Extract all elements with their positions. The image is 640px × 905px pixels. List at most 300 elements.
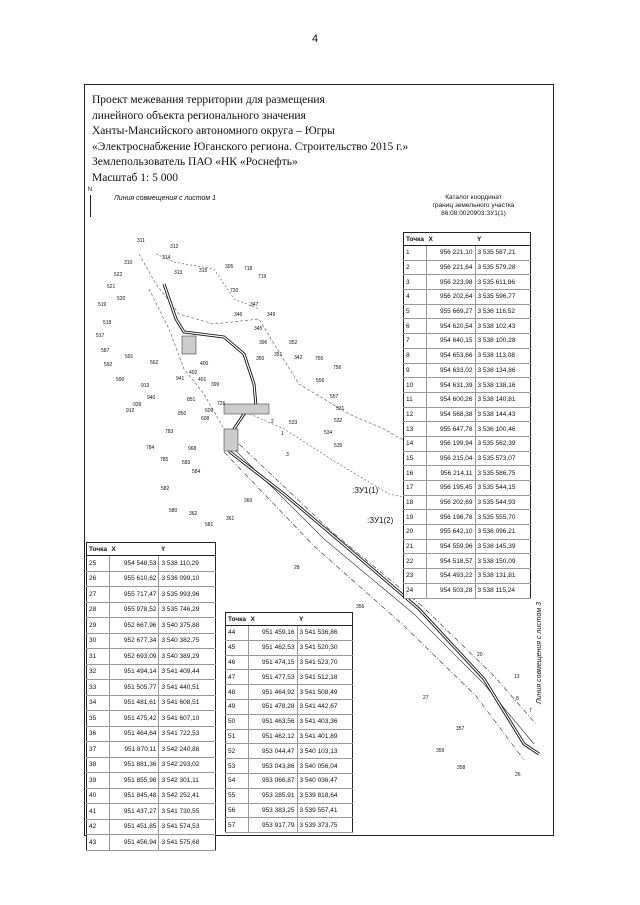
- y-coordinate-cell: 3 536 100,46: [475, 422, 531, 437]
- table-row: [404, 422, 531, 437]
- y-coordinate-cell: 3 538 102,43: [475, 319, 531, 334]
- table-row: [404, 304, 531, 319]
- plan-point-label: 345: [254, 326, 263, 332]
- plan-point-label: 583: [182, 460, 191, 466]
- point-number-cell: 13: [404, 422, 427, 437]
- plan-point-label: 3: [286, 452, 289, 458]
- point-number-cell: 44: [226, 626, 249, 641]
- point-number-cell: 23: [404, 569, 427, 584]
- x-coordinate-cell: 951 494,14: [110, 664, 159, 680]
- y-coordinate-cell: 3 538 115,24: [475, 583, 531, 598]
- table-row: [226, 788, 353, 803]
- point-number-cell: 10: [404, 378, 427, 393]
- point-number-cell: 12: [404, 407, 427, 422]
- table-row: [404, 466, 531, 481]
- y-coordinate-cell: 3 538 100,28: [475, 334, 531, 349]
- plan-point-label: 361: [226, 516, 235, 522]
- x-coordinate-cell: 951 456,94: [110, 835, 159, 851]
- y-coordinate-cell: 3 535 544,93: [475, 495, 531, 510]
- table-row: [226, 818, 353, 833]
- plan-point-label: 2: [271, 419, 274, 425]
- point-number-cell: 31: [87, 649, 110, 665]
- plan-point-label: 305: [225, 264, 234, 270]
- plan-point-label: 518: [103, 320, 112, 326]
- plan-point-label: 402: [189, 370, 198, 376]
- x-coordinate-cell: 954 631,39: [427, 378, 476, 393]
- plan-point-label: 726: [217, 401, 226, 407]
- north-label: N: [87, 187, 93, 193]
- x-coordinate-cell: 956 196,78: [427, 510, 476, 525]
- x-coordinate-cell: 951 459,16: [249, 626, 298, 641]
- x-coordinate-cell: 953 043,86: [249, 759, 298, 774]
- x-coordinate-cell: 951 463,56: [249, 714, 298, 729]
- title-line: Ханты-Мансийского автономного округа – Югры: [92, 125, 335, 138]
- plan-point-label: 351: [274, 352, 283, 358]
- y-coordinate-cell: 3 538 150,09: [475, 554, 531, 569]
- x-coordinate-cell: 951 464,92: [249, 685, 298, 700]
- table-row: [87, 726, 216, 742]
- point-number-cell: 32: [87, 664, 110, 680]
- y-coordinate-cell: 3 540 103,13: [297, 744, 353, 759]
- x-coordinate-cell: 951 855,98: [110, 773, 159, 789]
- plan-point-label: 522: [114, 272, 123, 278]
- plan-point-label: 584: [192, 469, 201, 475]
- y-coordinate-cell: 3 541 409,44: [159, 664, 216, 680]
- plan-point-label: 535: [334, 443, 343, 449]
- y-coordinate-cell: 3 540 056,04: [297, 759, 353, 774]
- point-number-cell: 17: [404, 481, 427, 496]
- point-number-cell: 55: [226, 788, 249, 803]
- title-line: Проект межевания территории для размещения: [92, 94, 325, 106]
- y-coordinate-cell: 3 535 579,28: [475, 260, 531, 275]
- plan-point-label: 347: [250, 302, 259, 308]
- plan-point-label: 517: [96, 333, 105, 339]
- y-coordinate-cell: 3 541 536,86: [297, 626, 353, 641]
- plan-point-label: 359: [436, 748, 445, 754]
- plan-point-label: 719: [258, 274, 267, 280]
- point-number-cell: 24: [404, 583, 427, 598]
- table-row: [404, 363, 531, 378]
- x-coordinate-cell: 952 693,09: [110, 649, 159, 665]
- plan-point-label: 27: [423, 695, 429, 701]
- title-line: Землепользователь ПАО «НК «Роснефть»: [92, 156, 298, 169]
- point-number-cell: 18: [404, 495, 427, 510]
- plan-point-label: 556: [316, 378, 325, 384]
- table-row: [87, 556, 216, 572]
- table-row: [87, 664, 216, 680]
- point-number-cell: 38: [87, 757, 110, 773]
- plan-point-label: 312: [170, 244, 179, 250]
- plan-point-label: 534: [324, 430, 333, 436]
- table-row: [404, 495, 531, 510]
- point-number-cell: 1: [404, 246, 427, 261]
- y-coordinate-cell: 3 538 140,81: [475, 392, 531, 407]
- y-coordinate-cell: 3 535 746,29: [159, 602, 216, 618]
- point-number-cell: 27: [87, 587, 110, 603]
- x-coordinate-cell: 954 503,28: [427, 583, 476, 598]
- y-coordinate-cell: 3 535 611,86: [475, 275, 531, 290]
- x-coordinate-cell: 951 478,28: [249, 699, 298, 714]
- y-coordinate-cell: 3 536 096,21: [475, 525, 531, 540]
- table-row: [87, 680, 216, 696]
- y-coordinate-cell: 3 536 116,52: [475, 304, 531, 319]
- point-number-cell: 3: [404, 275, 427, 290]
- table-row: [226, 699, 353, 714]
- y-coordinate-cell: 3 535 562,39: [475, 436, 531, 451]
- col-point: Точка: [226, 613, 249, 626]
- plan-point-label: 313: [174, 270, 183, 276]
- x-coordinate-cell: 951 481,61: [110, 695, 159, 711]
- plan-point-label: 28: [294, 565, 300, 571]
- table-row: [87, 602, 216, 618]
- x-coordinate-cell: 956 202,64: [427, 290, 476, 305]
- x-coordinate-cell: 951 477,53: [249, 670, 298, 685]
- catalog-header-line: 86:08:0020903:ЗУ1(1): [441, 210, 506, 217]
- y-coordinate-cell: 3 541 401,89: [297, 729, 353, 744]
- y-coordinate-cell: 3 541 508,49: [297, 685, 353, 700]
- plan-point-label: 7: [529, 708, 532, 714]
- point-number-cell: 56: [226, 803, 249, 818]
- y-coordinate-cell: 3 539 373,75: [297, 818, 353, 833]
- plan-point-label: 356: [356, 604, 365, 610]
- y-coordinate-cell: 3 540 382,75: [159, 633, 216, 649]
- x-coordinate-cell: 951 505,77: [110, 680, 159, 696]
- point-number-cell: 21: [404, 539, 427, 554]
- col-y: Y: [159, 543, 216, 556]
- col-y: Y: [297, 613, 353, 626]
- point-number-cell: 2: [404, 260, 427, 275]
- plan-point-label: 314: [162, 255, 171, 261]
- plan-point-label: 592: [104, 362, 113, 368]
- table-row: [226, 714, 353, 729]
- x-coordinate-cell: 953 044,47: [249, 744, 298, 759]
- x-coordinate-cell: 956 199,94: [427, 436, 476, 451]
- point-number-cell: 14: [404, 436, 427, 451]
- y-coordinate-cell: 3 539 557,41: [297, 803, 353, 818]
- x-coordinate-cell: 954 633,02: [427, 363, 476, 378]
- point-number-cell: 52: [226, 744, 249, 759]
- table-row: [404, 290, 531, 305]
- y-coordinate-cell: 3 541 608,51: [159, 695, 216, 711]
- catalog-header-line: границ земельного участка: [432, 202, 515, 209]
- route-label-zu1-1: :ЗУ1(1): [352, 486, 379, 495]
- y-coordinate-cell: 3 538 145,39: [475, 539, 531, 554]
- point-number-cell: 57: [226, 818, 249, 833]
- point-number-cell: 43: [87, 835, 110, 851]
- x-coordinate-cell: 951 462,53: [249, 640, 298, 655]
- x-coordinate-cell: 955 978,52: [110, 602, 159, 618]
- x-coordinate-cell: 955 717,47: [110, 587, 159, 603]
- point-number-cell: 16: [404, 466, 427, 481]
- y-coordinate-cell: 3 542 301,11: [159, 773, 216, 789]
- table-row: [226, 744, 353, 759]
- point-number-cell: 48: [226, 685, 249, 700]
- x-coordinate-cell: 954 600,26: [427, 392, 476, 407]
- plan-point-label: 850: [178, 411, 187, 417]
- plan-point-label: 582: [161, 486, 170, 492]
- x-coordinate-cell: 954 568,38: [427, 407, 476, 422]
- point-number-cell: 50: [226, 714, 249, 729]
- x-coordinate-cell: 953 285,91: [249, 788, 298, 803]
- plan-point-label: 13: [514, 674, 520, 680]
- route-label-zu1-2: :ЗУ1(2): [367, 516, 394, 525]
- y-coordinate-cell: 3 541 722,53: [159, 726, 216, 742]
- table-row: [226, 670, 353, 685]
- y-coordinate-cell: 3 538 131,81: [475, 569, 531, 584]
- y-coordinate-cell: 3 538 144,43: [475, 407, 531, 422]
- plan-point-label: 591: [125, 354, 134, 360]
- plan-point-label: 851: [187, 397, 196, 403]
- y-coordinate-cell: 3 542 293,02: [159, 757, 216, 773]
- y-coordinate-cell: 3 535 555,70: [475, 510, 531, 525]
- table-row: [87, 742, 216, 758]
- y-coordinate-cell: 3 541 574,53: [159, 819, 216, 835]
- plan-point-label: 968: [188, 446, 197, 452]
- y-coordinate-cell: 3 535 993,96: [159, 587, 216, 603]
- y-coordinate-cell: 3 535 596,77: [475, 290, 531, 305]
- scale-label: Масштаб 1: 5 000: [92, 171, 178, 184]
- table-row: [404, 525, 531, 540]
- y-coordinate-cell: 3 541 575,68: [159, 835, 216, 851]
- point-number-cell: 7: [404, 334, 427, 349]
- x-coordinate-cell: 951 464,64: [110, 726, 159, 742]
- y-coordinate-cell: 3 535 586,75: [475, 466, 531, 481]
- y-coordinate-cell: 3 541 442,67: [297, 699, 353, 714]
- point-number-cell: 53: [226, 759, 249, 774]
- point-number-cell: 6: [404, 319, 427, 334]
- point-number-cell: 49: [226, 699, 249, 714]
- plan-point-label: 349: [267, 312, 276, 318]
- plan-point-label: 360: [244, 498, 253, 504]
- table-row: [226, 729, 353, 744]
- coordinates-table-1: [403, 232, 531, 599]
- plan-point-label: 557: [330, 394, 339, 400]
- x-coordinate-cell: 951 451,85: [110, 819, 159, 835]
- col-point: Точка: [87, 543, 110, 556]
- point-number-cell: 29: [87, 618, 110, 634]
- point-number-cell: 42: [87, 819, 110, 835]
- table-row: [87, 649, 216, 665]
- table-row: [404, 569, 531, 584]
- plan-point-label: 521: [107, 284, 116, 290]
- plan-point-label: 342: [294, 355, 303, 361]
- join-line-sheet-1-label: Линия совмещения с листом 1: [114, 195, 217, 202]
- y-coordinate-cell: 3 535 587,21: [475, 246, 531, 261]
- x-coordinate-cell: 953 917,79: [249, 818, 298, 833]
- table-row: [87, 757, 216, 773]
- point-number-cell: 9: [404, 363, 427, 378]
- y-coordinate-cell: 3 538 113,08: [475, 348, 531, 363]
- page-number: 4: [312, 33, 319, 45]
- x-coordinate-cell: 956 195,45: [427, 481, 476, 496]
- plan-point-label: 357: [456, 726, 465, 732]
- point-number-cell: 35: [87, 711, 110, 727]
- x-coordinate-cell: 954 653,66: [427, 348, 476, 363]
- x-coordinate-cell: 951 437,27: [110, 804, 159, 820]
- table-row: [404, 554, 531, 569]
- y-coordinate-cell: 3 540 389,29: [159, 649, 216, 665]
- table-row: [87, 633, 216, 649]
- point-number-cell: 28: [87, 602, 110, 618]
- plan-point-label: 941: [176, 376, 185, 382]
- y-coordinate-cell: 3 541 440,51: [159, 680, 216, 696]
- plan-point-label: 913: [141, 383, 150, 389]
- table-row: [404, 319, 531, 334]
- col-x: X: [427, 233, 476, 246]
- y-coordinate-cell: 3 538 138,16: [475, 378, 531, 393]
- x-coordinate-cell: 956 202,69: [427, 495, 476, 510]
- plan-point-label: 609: [205, 408, 214, 414]
- y-coordinate-cell: 3 535 573,07: [475, 451, 531, 466]
- plan-point-label: 310: [124, 260, 133, 266]
- point-number-cell: 46: [226, 655, 249, 670]
- y-coordinate-cell: 3 542 240,88: [159, 742, 216, 758]
- table-row: [87, 587, 216, 603]
- table-row: [404, 260, 531, 275]
- plan-point-label: 315: [199, 268, 208, 274]
- join-line-sheet-3-label: Линия совмещения с листом 3: [536, 601, 543, 704]
- plan-point-label: 531: [336, 406, 345, 412]
- hatched-area: [224, 404, 269, 414]
- x-coordinate-cell: 952 667,96: [110, 618, 159, 634]
- table-row: [404, 378, 531, 393]
- plan-point-label: 350: [256, 356, 265, 362]
- y-coordinate-cell: 3 541 403,36: [297, 714, 353, 729]
- y-coordinate-cell: 3 541 520,30: [297, 640, 353, 655]
- x-coordinate-cell: 956 221,64: [427, 260, 476, 275]
- plan-point-label: 1: [281, 431, 284, 437]
- y-coordinate-cell: 3 541 523,70: [297, 655, 353, 670]
- point-number-cell: 45: [226, 640, 249, 655]
- point-number-cell: 5: [404, 304, 427, 319]
- point-number-cell: 34: [87, 695, 110, 711]
- x-coordinate-cell: 956 215,04: [427, 451, 476, 466]
- table-row: [404, 436, 531, 451]
- table-row: [404, 539, 531, 554]
- y-coordinate-cell: 3 542 252,41: [159, 788, 216, 804]
- title-line: «Электроснабжение Юганского региона. Строительство 2015 г.»: [92, 140, 409, 153]
- plan-point-label: 785: [160, 457, 169, 463]
- x-coordinate-cell: 953 066,87: [249, 773, 298, 788]
- table-row: [87, 835, 216, 851]
- plan-point-label: 311: [137, 238, 145, 244]
- point-number-cell: 36: [87, 726, 110, 742]
- plan-point-label: 940: [147, 395, 156, 401]
- point-number-cell: 33: [87, 680, 110, 696]
- plan-point-label: 608: [201, 416, 210, 422]
- x-coordinate-cell: 954 548,53: [110, 556, 159, 572]
- table-row: [226, 655, 353, 670]
- coordinates-table-2: [86, 542, 216, 851]
- plan-point-label: 532: [334, 418, 343, 424]
- point-number-cell: 51: [226, 729, 249, 744]
- plan-point-label: 756: [333, 365, 342, 371]
- y-coordinate-cell: 3 541 512,18: [297, 670, 353, 685]
- table-body: [87, 556, 216, 851]
- x-coordinate-cell: 951 462,12: [249, 729, 298, 744]
- table-row: [404, 583, 531, 598]
- plan-point-label: 562: [150, 360, 159, 366]
- x-coordinate-cell: 955 647,78: [427, 422, 476, 437]
- plan-point-label: 26: [515, 772, 521, 778]
- point-number-cell: 37: [87, 742, 110, 758]
- x-coordinate-cell: 951 474,15: [249, 655, 298, 670]
- table-row: [404, 334, 531, 349]
- table-row: [87, 819, 216, 835]
- plan-point-label: 755: [315, 356, 324, 362]
- y-coordinate-cell: 3 538 110,29: [159, 556, 216, 572]
- table-row: [87, 571, 216, 587]
- plan-point-label: 533: [289, 420, 298, 426]
- point-number-cell: 22: [404, 554, 427, 569]
- point-number-cell: 8: [404, 348, 427, 363]
- table-row: [226, 773, 353, 788]
- plan-point-label: 519: [98, 302, 107, 308]
- table-row: [87, 773, 216, 789]
- col-y: Y: [475, 233, 531, 246]
- point-number-cell: 11: [404, 392, 427, 407]
- point-number-cell: 54: [226, 773, 249, 788]
- x-coordinate-cell: 956 223,98: [427, 275, 476, 290]
- table-body: [226, 626, 353, 833]
- hatched-area: [224, 429, 238, 451]
- plan-point-label: 20: [477, 652, 483, 658]
- x-coordinate-cell: 954 518,57: [427, 554, 476, 569]
- adjacent-boundary-line: [156, 254, 259, 309]
- plan-point-label: 520: [117, 296, 126, 302]
- x-coordinate-cell: 955 669,27: [427, 304, 476, 319]
- x-coordinate-cell: 951 881,36: [110, 757, 159, 773]
- catalog-header-line: Каталог координат: [445, 194, 502, 201]
- table-row: [226, 803, 353, 818]
- point-number-cell: 20: [404, 525, 427, 540]
- x-coordinate-cell: 955 642,10: [427, 525, 476, 540]
- point-number-cell: 41: [87, 804, 110, 820]
- x-coordinate-cell: 952 677,34: [110, 633, 159, 649]
- table-row: [404, 348, 531, 363]
- plan-point-label: 580: [169, 508, 178, 514]
- y-coordinate-cell: 3 541 730,55: [159, 804, 216, 820]
- col-x: X: [249, 613, 298, 626]
- point-number-cell: 26: [87, 571, 110, 587]
- table-row: [87, 804, 216, 820]
- point-number-cell: 4: [404, 290, 427, 305]
- point-number-cell: 30: [87, 633, 110, 649]
- plan-point-label: 358: [457, 765, 466, 771]
- plan-point-label: 401: [198, 377, 207, 383]
- table-row: [87, 695, 216, 711]
- x-coordinate-cell: 951 845,48: [110, 788, 159, 804]
- plan-point-label: 346: [234, 312, 243, 318]
- plan-point-label: 352: [289, 340, 298, 346]
- title-line: линейного объекта регионального значения: [92, 109, 306, 122]
- y-coordinate-cell: 3 536 099,10: [159, 571, 216, 587]
- x-coordinate-cell: 956 214,11: [427, 466, 476, 481]
- col-point: Точка: [404, 233, 427, 246]
- table-row: [404, 481, 531, 496]
- table-row: [404, 510, 531, 525]
- y-coordinate-cell: 3 540 375,88: [159, 618, 216, 634]
- point-number-cell: 19: [404, 510, 427, 525]
- table-row: [87, 788, 216, 804]
- y-coordinate-cell: 3 540 036,47: [297, 773, 353, 788]
- table-row: [87, 618, 216, 634]
- x-coordinate-cell: 956 221,10: [427, 246, 476, 261]
- plan-point-label: 587: [101, 348, 110, 354]
- x-coordinate-cell: 951 475,42: [110, 711, 159, 727]
- x-coordinate-cell: 953 383,25: [249, 803, 298, 818]
- table-row: [226, 626, 353, 641]
